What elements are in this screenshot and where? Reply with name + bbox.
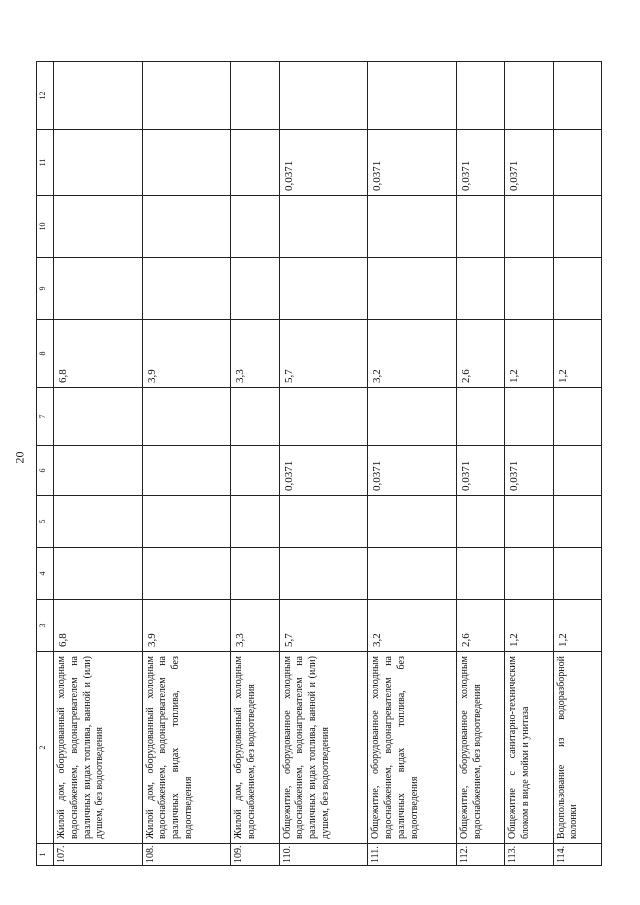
consumption-table <box>36 61 602 866</box>
table-cell <box>279 258 368 320</box>
table-cell: 0,0371 <box>279 446 368 496</box>
row-description: Жилой дом, оборудованный холодным водоснабжением, водонагревателем на различных видах топлива, без водоотведения <box>142 652 231 844</box>
table-cell <box>553 62 601 130</box>
table-cell: 5,7 <box>279 320 368 388</box>
table-cell <box>231 62 279 130</box>
table-cell: 3,2 <box>368 600 457 652</box>
table-cell <box>231 388 279 446</box>
row-number: 114. <box>553 844 601 866</box>
table-cell: 3,2 <box>368 320 457 388</box>
row-description: Общежитие, оборудованное холодным водоснабжением, водонагревателем на различных видах топлива, ванной и (или) душем, без водоотведения <box>279 652 368 844</box>
table-cell <box>457 62 505 130</box>
table-cell <box>368 196 457 258</box>
row-number: 111. <box>368 844 457 866</box>
table-cell <box>231 548 279 600</box>
table-row <box>457 62 505 866</box>
table-cell <box>142 548 231 600</box>
table-cell <box>231 130 279 196</box>
row-description: Общежитие, оборудованное холодным водоснабжением, без водоотведения <box>457 652 505 844</box>
table-cell <box>54 258 143 320</box>
table-cell <box>54 548 143 600</box>
table-cell <box>368 548 457 600</box>
table-cell <box>142 388 231 446</box>
table-cell <box>142 258 231 320</box>
table-cell <box>54 446 143 496</box>
table-cell <box>553 446 601 496</box>
table-cell <box>553 258 601 320</box>
table-cell <box>231 196 279 258</box>
rotated-table-container <box>36 62 602 866</box>
table-cell <box>54 388 143 446</box>
table-row <box>553 62 601 866</box>
column-header: 2 <box>37 652 54 844</box>
table-cell <box>142 496 231 548</box>
table-cell <box>505 496 553 548</box>
row-number: 107. <box>54 844 143 866</box>
table-cell <box>457 196 505 258</box>
table-row <box>505 62 553 866</box>
table-cell <box>553 130 601 196</box>
table-cell <box>279 196 368 258</box>
table-cell <box>54 130 143 196</box>
table-cell <box>142 130 231 196</box>
table-cell: 6,8 <box>54 600 143 652</box>
column-header: 6 <box>37 446 54 496</box>
row-description: Водопользование из водоразборной колонки <box>553 652 601 844</box>
table-cell <box>279 388 368 446</box>
row-number: 112. <box>457 844 505 866</box>
table-cell: 1,2 <box>553 320 601 388</box>
column-header: 11 <box>37 130 54 196</box>
table-cell <box>279 496 368 548</box>
table-cell <box>457 496 505 548</box>
table-cell <box>553 496 601 548</box>
table-cell <box>54 496 143 548</box>
table-cell: 3,3 <box>231 600 279 652</box>
column-header: 5 <box>37 496 54 548</box>
table-row <box>368 62 457 866</box>
table-cell: 3,3 <box>231 320 279 388</box>
column-header: 9 <box>37 258 54 320</box>
table-cell: 1,2 <box>505 600 553 652</box>
table-cell: 0,0371 <box>279 130 368 196</box>
table-cell <box>457 258 505 320</box>
table-cell: 2,6 <box>457 600 505 652</box>
column-header: 3 <box>37 600 54 652</box>
table-cell: 0,0371 <box>505 130 553 196</box>
table-cell: 6,8 <box>54 320 143 388</box>
column-header: 1 <box>37 844 54 866</box>
row-number: 108. <box>142 844 231 866</box>
table-cell: 1,2 <box>553 600 601 652</box>
row-description: Общежитие, оборудованное холодным водоснабжением, водонагревателем на различных видах топлива, без водоотведения <box>368 652 457 844</box>
table-cell: 2,6 <box>457 320 505 388</box>
table-cell <box>368 258 457 320</box>
table-cell <box>457 548 505 600</box>
table-cell <box>54 196 143 258</box>
table-cell <box>505 388 553 446</box>
table-row <box>54 62 143 866</box>
row-description: Общежитие с санитарно-техническим блоком в виде мойки и унитаза <box>505 652 553 844</box>
table-cell: 5,7 <box>279 600 368 652</box>
table-cell: 0,0371 <box>457 130 505 196</box>
table-cell <box>231 496 279 548</box>
table-row <box>231 62 279 866</box>
table-cell <box>505 62 553 130</box>
table-cell <box>505 548 553 600</box>
column-header: 12 <box>37 62 54 130</box>
table-cell <box>505 196 553 258</box>
table-cell <box>457 388 505 446</box>
column-header: 7 <box>37 388 54 446</box>
table-cell: 0,0371 <box>457 446 505 496</box>
table-cell <box>142 62 231 130</box>
table-cell: 0,0371 <box>368 446 457 496</box>
table-cell <box>368 496 457 548</box>
table-cell <box>279 548 368 600</box>
table-cell <box>553 196 601 258</box>
table-cell: 0,0371 <box>368 130 457 196</box>
column-header: 10 <box>37 196 54 258</box>
table-cell <box>231 258 279 320</box>
table-cell: 3,9 <box>142 600 231 652</box>
table-cell: 1,2 <box>505 320 553 388</box>
table-row <box>142 62 231 866</box>
row-number: 110. <box>279 844 368 866</box>
table-cell <box>553 388 601 446</box>
table-cell <box>553 548 601 600</box>
table-cell <box>142 196 231 258</box>
table-cell <box>142 446 231 496</box>
table-cell <box>368 388 457 446</box>
table-cell <box>368 62 457 130</box>
column-header: 4 <box>37 548 54 600</box>
table-cell <box>54 62 143 130</box>
table-cell <box>279 62 368 130</box>
table-cell: 0,0371 <box>505 446 553 496</box>
table-cell: 3,9 <box>142 320 231 388</box>
row-description: Жилой дом, оборудованный холодным водоснабжением, водонагревателем на различных видах топлива, ванной и (или) душем, без водоотведения <box>54 652 143 844</box>
row-number: 113. <box>505 844 553 866</box>
table-row <box>279 62 368 866</box>
page-number: 20 <box>12 451 27 464</box>
column-header: 8 <box>37 320 54 388</box>
table-cell <box>505 258 553 320</box>
row-description: Жилой дом, оборудованный холодным водоснабжением, без водоотведения <box>231 652 279 844</box>
table-cell <box>231 446 279 496</box>
header-row <box>37 62 54 866</box>
row-number: 109. <box>231 844 279 866</box>
